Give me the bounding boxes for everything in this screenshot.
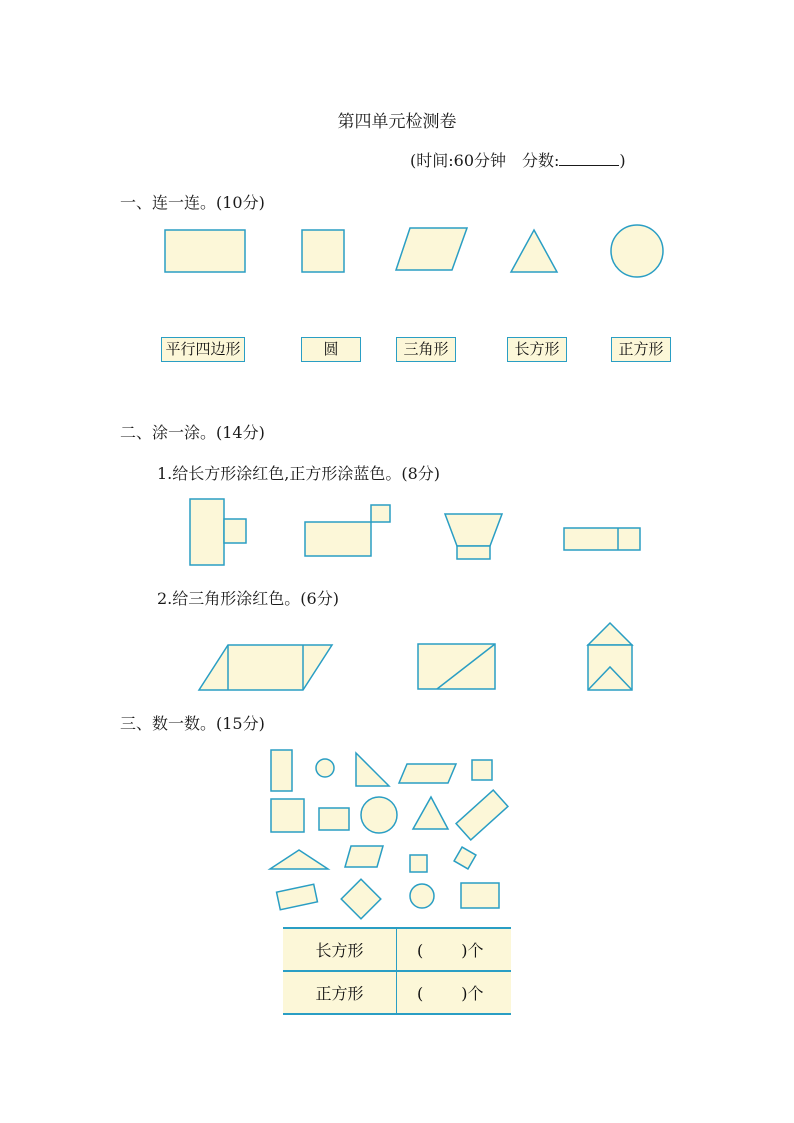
- s1-parallelogram-shape: [396, 228, 467, 270]
- s2q2-figure-2: [418, 644, 495, 689]
- s2q1-figure-4: [564, 528, 640, 550]
- label-triangle[interactable]: 三角形: [396, 337, 456, 362]
- table-row: [283, 928, 511, 971]
- section2-heading: 二、涂一涂。(14分): [120, 423, 265, 442]
- section2-q1: 1.给长方形涂红色,正方形涂蓝色。(8分): [157, 464, 441, 483]
- table-row: [283, 971, 511, 1014]
- s1-square-shape: [302, 230, 344, 272]
- s2q2-figure-1: [199, 645, 332, 690]
- section2-q2: 2.给三角形涂红色。(6分): [157, 589, 339, 608]
- label-rectangle[interactable]: 长方形: [507, 337, 567, 362]
- label-square[interactable]: 正方形: [611, 337, 671, 362]
- s2q1-figure-2: [305, 505, 390, 556]
- s2q2-figure-3: [588, 623, 632, 690]
- table-cell-answer[interactable]: [397, 928, 512, 971]
- time-score-suffix: ): [619, 151, 626, 170]
- table-cell-shape: 正方形: [283, 971, 397, 1014]
- label-circle[interactable]: 圆: [301, 337, 361, 362]
- page-title: 第四单元检测卷: [337, 112, 457, 132]
- table-cell-answer[interactable]: [397, 971, 512, 1014]
- s2q1-figure-3: [445, 514, 502, 559]
- s2q1-figure-1: [190, 499, 246, 565]
- table-cell-shape: 长方形: [283, 928, 397, 971]
- section1-heading: 一、连一连。(10分): [120, 193, 265, 212]
- answer-open: (: [417, 941, 424, 960]
- s1-triangle-shape: [511, 230, 557, 272]
- count-table: [283, 927, 511, 1015]
- answer-open: (: [417, 984, 424, 1003]
- answer-close: )个: [461, 941, 484, 960]
- answer-close: )个: [461, 984, 484, 1003]
- section3-heading: 三、数一数。(15分): [120, 714, 265, 733]
- s3-shape-cluster: [270, 750, 508, 919]
- label-parallelogram[interactable]: 平行四边形: [161, 337, 245, 362]
- time-score-prefix: (时间:60分钟 分数:: [410, 151, 560, 170]
- s1-circle-shape: [611, 225, 663, 277]
- s1-rectangle-shape: [165, 230, 245, 272]
